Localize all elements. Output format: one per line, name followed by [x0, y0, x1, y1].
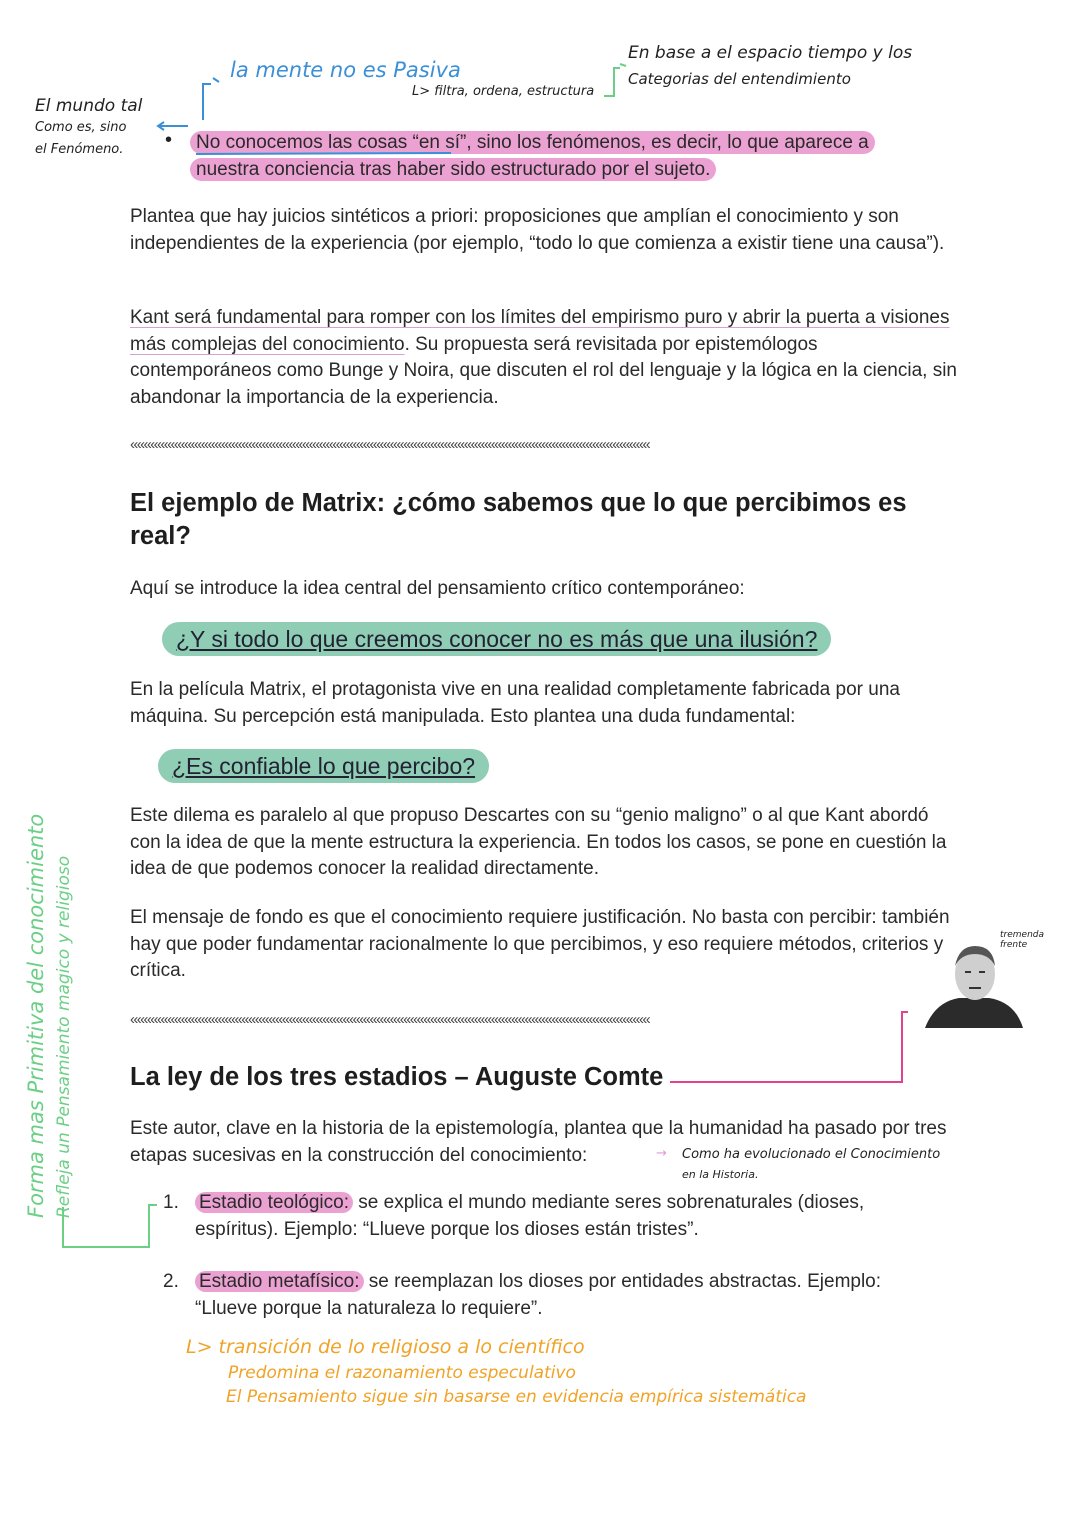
paragraph-rest: . Su propuesta será revisitada por epistemólogos contemporáneos como Bunge y Noira, que discuten el rol del lenguaje y la lógica en la ciencia, sin abandonar la importancia de la experiencia.: [130, 333, 957, 408]
arrow-icon: →: [656, 1146, 667, 1161]
underlined-text: Kant será fundamental para romper con los límites del empirismo puro y abrir la puerta a visiones más complejas del conocimiento: [130, 307, 950, 355]
highlighted-text: No conocemos las cosas “en sí”, sino los fenómenos, es decir, lo que aparece a: [190, 131, 875, 154]
paragraph-juicios: Plantea que hay juicios sintéticos a priori: proposiciones que amplían el conocimiento y son independientes de la experiencia (por ejemplo, “todo lo que comienza a existir tiene una causa”).: [130, 206, 945, 254]
highlight-question-ilusion: ¿Y si todo lo que creemos conocer no es más que una ilusión?: [162, 622, 831, 656]
bullet-dot: •: [165, 129, 173, 151]
list-text: se explica el mundo mediante seres sobrenaturales (dioses, espíritus). Ejemplo: “Llueve porque los dioses están tristes”.: [195, 1192, 865, 1240]
annotation-line: El mundo tal: [35, 96, 143, 116]
highlighted-label: Estadio teológico:: [195, 1192, 353, 1213]
paragraph-mensaje: El mensaje de fondo es que el conocimiento requiere justificación. No basta con percibir: también hay que poder fundamentar racionalmente lo que percibimos, y eso requiere métodos, criterios y crítica.: [130, 907, 950, 981]
highlight-question-confiable: ¿Es confiable lo que percibo?: [158, 749, 489, 783]
highlighted-label: Estadio metafísico:: [195, 1271, 364, 1292]
annotation-mundo-tal: [35, 95, 142, 161]
annotation-line: Como ha evolucionado el Conocimiento: [682, 1147, 941, 1162]
annotation-filtra: L> filtra, ordena, estructura: [412, 84, 595, 99]
green-bracket: [55, 1195, 165, 1255]
annotation-metafisico-notes: [186, 1333, 806, 1409]
annotation-line: L> transición de lo religioso a lo científico: [186, 1336, 585, 1358]
auguste-comte-portrait: [925, 940, 1023, 1028]
annotation-line: Como es, sino: [35, 120, 127, 135]
annotation-line: en la Historia.: [682, 1168, 759, 1181]
annotation-como-ha: [682, 1145, 940, 1185]
highlighted-text: nuestra conciencia tras haber sido estructurado por el sujeto.: [190, 158, 716, 181]
paragraph-kant: [130, 305, 960, 411]
heading-comte: La ley de los tres estadios – Auguste Comte: [130, 1063, 664, 1091]
annotation-line: Forma mas Primitiva del conocimiento: [24, 813, 48, 1218]
annotation-line: Categorias del entendimiento: [628, 70, 851, 88]
list-number: 2.: [163, 1271, 179, 1292]
separator: «««««««««««««««««««««««««««««««««««««««««««««««««««««««««««««««««««««««««««««: [130, 436, 650, 453]
annotation-espacio-tiempo: [628, 40, 912, 92]
paragraph-comte: Este autor, clave en la historia de la epistemología, plantea que la humanidad ha pasado por tres etapas sucesivas en la construcción del conocimiento:: [130, 1118, 947, 1166]
annotation-tremenda: [1000, 930, 1044, 950]
paragraph-intro: Aquí se introduce la idea central del pensamiento crítico contemporáneo:: [130, 578, 745, 599]
bracket-icon: [195, 70, 225, 130]
annotation-line: frente: [1000, 940, 1028, 950]
blue-underline: [196, 150, 456, 158]
annotation-line: el Fenómeno.: [35, 142, 124, 157]
annotation-line: El Pensamiento sigue sin basarse en evidencia empírica sistemática: [226, 1387, 807, 1407]
separator: «««««««««««««««««««««««««««««««««««««««««««««««««««««««««««««««««««««««««««««: [130, 1011, 650, 1028]
list-item-teologico: [163, 1190, 943, 1246]
list-text: se reemplazan los dioses por entidades abstractas. Ejemplo: “Llueve porque la naturaleza lo requiere”.: [195, 1271, 882, 1319]
annotation-left-vertical: [22, 813, 78, 1218]
list-number: 1.: [163, 1192, 179, 1213]
annotation-line: En base a el espacio tiempo y los: [628, 43, 913, 63]
list-item-metafisico: [163, 1269, 943, 1325]
bracket-green: [600, 60, 628, 102]
paragraph-dilema: Este dilema es paralelo al que propuso Descartes con su “genio maligno” o al que Kant abordó con la idea de que la mente estructura la experiencia. En todos los casos, se pone en cuestión la idea de que podemos conocer la realidad directamente.: [130, 805, 947, 879]
annotation-line: Predomina el razonamiento especulativo: [228, 1363, 576, 1383]
annotation-mente: la mente no es Pasiva: [230, 58, 461, 82]
paragraph-matrix: En la película Matrix, el protagonista vive en una realidad completamente fabricada por una máquina. Su percepción está manipulada. Esto plantea una duda fundamental:: [130, 679, 900, 727]
annotation-line: Refleja un Pensamiento magico y religioso: [54, 855, 74, 1218]
annotation-line: tremenda: [1000, 930, 1045, 940]
heading-matrix: El ejemplo de Matrix: ¿cómo sabemos que lo que percibimos es real?: [130, 489, 907, 550]
